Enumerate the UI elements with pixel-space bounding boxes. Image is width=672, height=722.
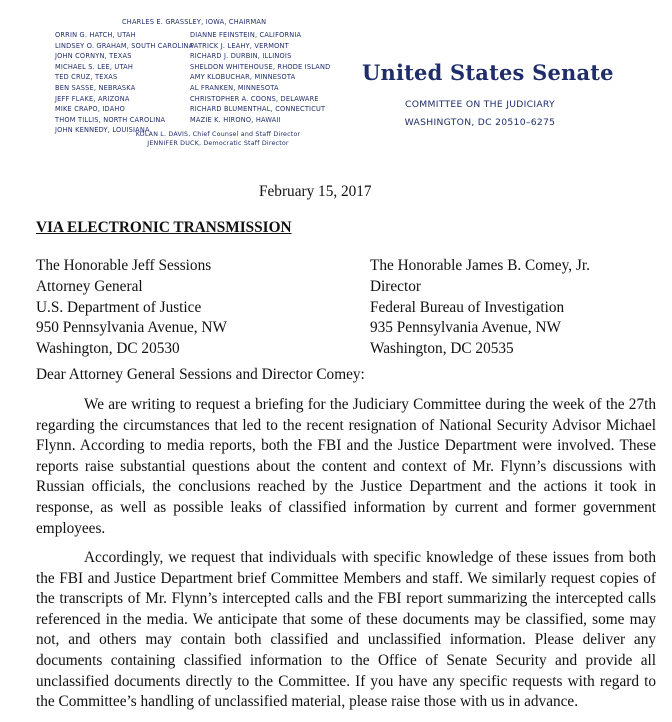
member-name: CHRISTOPHER A. COONS, DELAWARE bbox=[190, 94, 319, 103]
member-name: PATRICK J. LEAHY, VERMONT bbox=[190, 41, 289, 50]
member-name: AMY KLOBUCHAR, MINNESOTA bbox=[190, 73, 296, 82]
member-name: SHELDON WHITEHOUSE, RHODE ISLAND bbox=[190, 62, 331, 71]
member-name: MIKE CRAPO, IDAHO bbox=[55, 105, 125, 114]
member-name: JEFF FLAKE, ARIZONA bbox=[55, 94, 130, 103]
member-name: ORRIN G. HATCH, UTAH bbox=[55, 31, 136, 39]
salutation: Dear Attorney General Sessions and Director Comey: bbox=[36, 366, 365, 383]
address-line: 935 Pennsylvania Avenue, NW bbox=[370, 319, 561, 337]
member-name: JOHN CORNYN, TEXAS bbox=[55, 52, 132, 61]
member-name: MAZIE K. HIRONO, HAWAII bbox=[190, 115, 281, 124]
member-name: THOM TILLIS, NORTH CAROLINA bbox=[55, 115, 166, 124]
address-line: Washington, DC 20530 bbox=[36, 340, 180, 358]
member-name: JOHN KENNEDY, LOUISIANA bbox=[55, 126, 150, 135]
minority-members bbox=[190, 30, 330, 125]
address-line: Washington, DC 20535 bbox=[370, 340, 514, 358]
staff-line: JENNIFER DUCK, Democratic Staff Director bbox=[147, 140, 289, 147]
member-name: RICHARD BLUMENTHAL, CONNECTICUT bbox=[190, 105, 326, 114]
member-name: TED CRUZ, TEXAS bbox=[55, 73, 118, 82]
member-name: DIANNE FEINSTEIN, CALIFORNIA bbox=[190, 31, 302, 39]
committee-block bbox=[385, 96, 575, 132]
majority-members bbox=[55, 30, 193, 136]
body-paragraph-1: We are writing to request a briefing for the Judiciary Committee during the week of the 27th regarding the circumstances that led to the recent resignation of National Security Advisor Michael Flynn. According to media reports, both the FBI and the Justice Department were involved. These reports raise substantial questions about the content and context of Mr. Flynn’s discussions with Russian officials, the conclusions reached by the Justice Department and the actions it took in response, as well as possible leaks of classified information by current and former government employees. bbox=[36, 396, 656, 537]
member-name: AL FRANKEN, MINNESOTA bbox=[190, 83, 279, 92]
address-line: 950 Pennsylvania Avenue, NW bbox=[36, 319, 227, 337]
senate-title: United States Senate bbox=[362, 60, 614, 85]
committee-location: WASHINGTON, DC 20510–6275 bbox=[404, 117, 556, 128]
body-paragraph-2: Accordingly, we request that individuals with specific knowledge of these issues from both the FBI and Justice Department brief Committee Members and staff. We similarly request copies of the transcripts of Mr. Flynn’s intercepted calls and the FBI report summarizing the intercepted calls referenced in the media. We anticipate that some of these documents may be classified, some may not, and others may contain both classified and unclassified information. Please deliver any documents containing classified information to the Office of Senate Security and provide all unclassified documents directly to the Committee. If you have any specific requests with regard to the Committee’s handling of unclassified material, please raise those with us in advance. bbox=[36, 549, 656, 711]
staff-line: KOLAN L. DAVIS, Chief Counsel and Staff Director bbox=[135, 131, 301, 138]
transmission-method: VIA ELECTRONIC TRANSMISSION bbox=[36, 219, 292, 236]
address-line: Federal Bureau of Investigation bbox=[370, 298, 565, 316]
letter-date: February 15, 2017 bbox=[259, 183, 372, 200]
address-line: Attorney General bbox=[36, 277, 143, 295]
address-line: U.S. Department of Justice bbox=[36, 298, 202, 316]
address-line: The Honorable James B. Comey, Jr. bbox=[370, 257, 590, 274]
address-line: The Honorable Jeff Sessions bbox=[36, 257, 212, 274]
address-line: Director bbox=[370, 277, 421, 295]
committee-name: COMMITTEE ON THE JUDICIARY bbox=[405, 99, 555, 110]
member-name: MICHAEL S. LEE, UTAH bbox=[55, 62, 134, 71]
chairman-line: CHARLES E. GRASSLEY, IOWA, CHAIRMAN bbox=[122, 18, 267, 26]
staff-directors bbox=[108, 130, 328, 148]
recipient-address-right bbox=[370, 256, 590, 360]
member-name: RICHARD J. DURBIN, ILLINOIS bbox=[190, 52, 292, 61]
member-name: LINDSEY O. GRAHAM, SOUTH CAROLINA bbox=[55, 41, 194, 50]
recipient-address-left bbox=[36, 256, 227, 360]
member-name: BEN SASSE, NEBRASKA bbox=[55, 83, 136, 92]
